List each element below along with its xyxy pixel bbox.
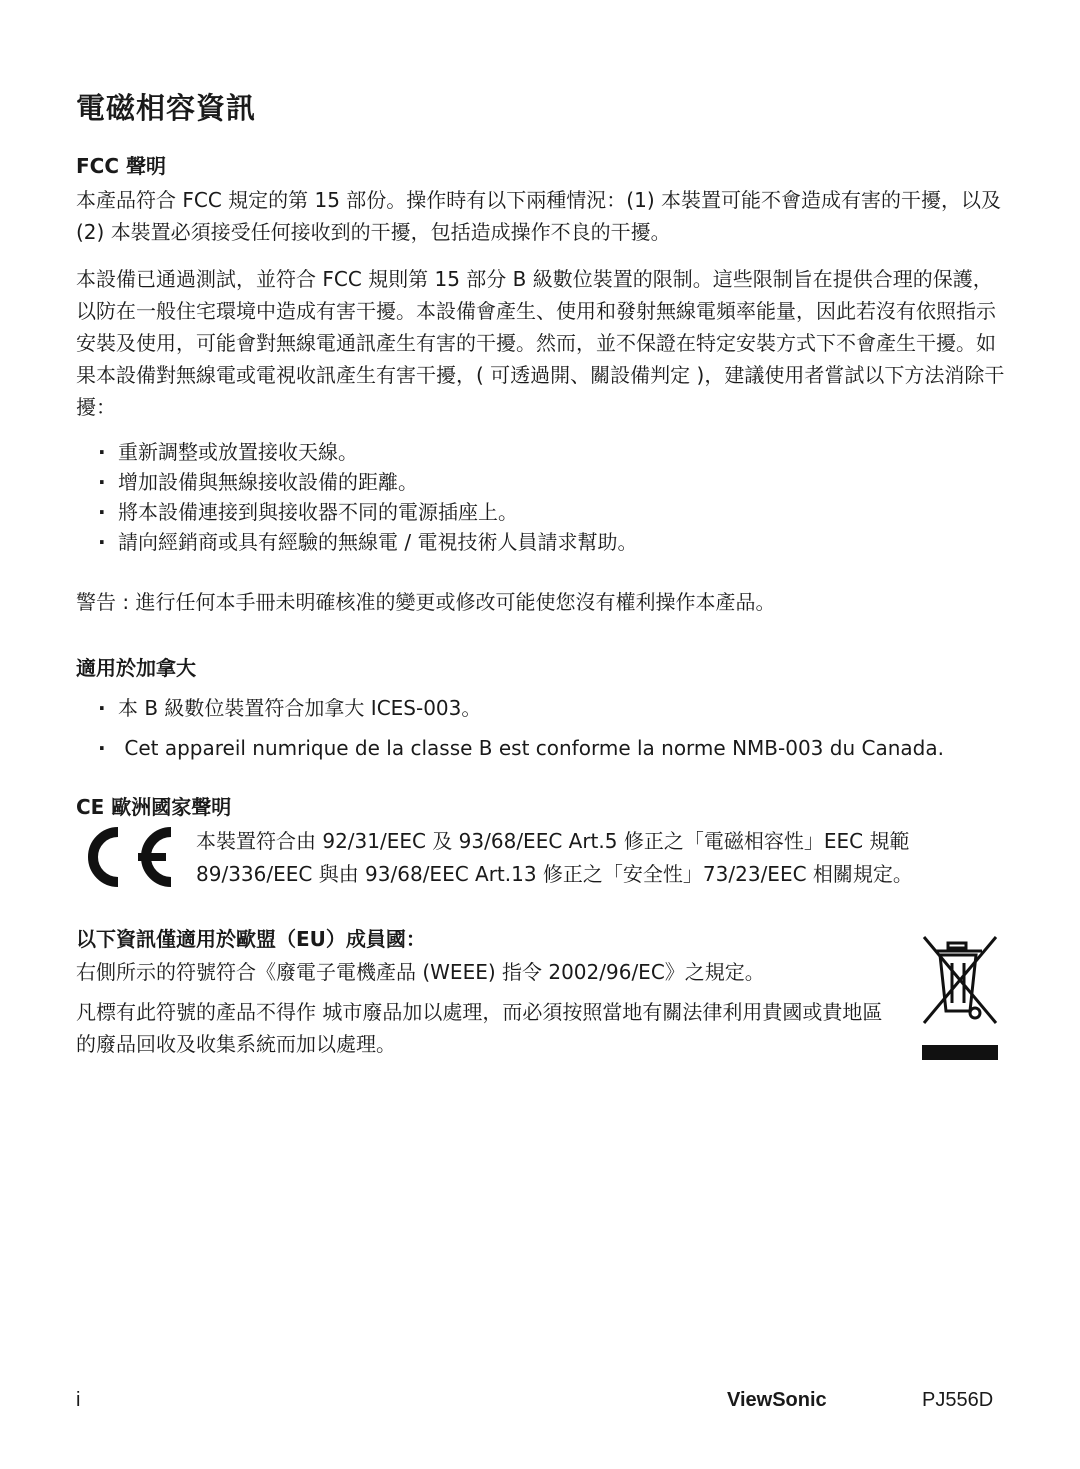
warning-text: : 進行任何本手冊未明確核准的變更或修改可能使您沒有權利操作本產品。 xyxy=(116,590,776,614)
canada-list xyxy=(98,688,944,768)
eu-heading: 以下資訊僅適用於歐盟（EU）成員國： xyxy=(76,927,426,951)
list-item: · 重新調整或放置接收天線。 xyxy=(98,437,637,467)
weee-crossed-bin-icon xyxy=(918,933,1002,1063)
list-item: · Cet appareil numrique de la classe B est conforme la norme NMB-003 du Canada. xyxy=(98,728,944,768)
fcc-paragraph-2: 本設備已通過測試，並符合 FCC 規則第 15 部分 B 級數位裝置的限制。這些限制旨在提供合理的保護，以防在一般住宅環境中造成有害干擾。本設備會產生、使用和發射無線電頻率能量，因此若沒有依照指示安裝及使用，可能會對無線電通訊產生有害的干擾。然而，並不保證在特定安裝方式下不會產生干擾。如果本設備對無線電或電視收訊產生有害干擾，( 可透過開、關設備判定 )，建議使用者嘗試以下方法消除干擾： xyxy=(76,267,1005,419)
model-number: PJ556D xyxy=(922,1389,994,1411)
fcc-measures-list xyxy=(98,437,637,557)
canada-heading: 適用於加拿大 xyxy=(76,656,196,680)
list-item: · 請向經銷商或具有經驗的無線電 / 電視技術人員請求幫助。 xyxy=(98,527,637,557)
fcc-paragraph-1: 本產品符合 FCC 規定的第 15 部份。操作時有以下兩種情況：(1) 本裝置可能不會造成有害的干擾，以及 (2) 本裝置必須接受任何接收到的干擾，包括造成操作不良的干擾。 xyxy=(76,188,1001,244)
list-item: · 本 B 級數位裝置符合加拿大 ICES-003。 xyxy=(98,688,944,728)
brand-name: ViewSonic xyxy=(727,1389,827,1411)
eu-paragraph-2: 凡標有此符號的產品不得作 城市廢品加以處理，而必須按照當地有關法律利用貴國或貴地區的廢品回收及收集系統而加以處理。 xyxy=(76,1000,883,1056)
warning-label: 警告 xyxy=(76,590,116,614)
fcc-warning xyxy=(76,586,1008,618)
list-item: · 增加設備與無線接收設備的距離。 xyxy=(98,467,637,497)
list-item: · 將本設備連接到與接收器不同的電源插座上。 xyxy=(98,497,637,527)
fcc-heading: FCC 聲明 xyxy=(76,154,166,178)
page-title: 電磁相容資訊 xyxy=(76,91,257,125)
ce-statement: 本裝置符合由 92/31/EEC 及 93/68/EEC Art.5 修正之「電磁相容性」EEC 規範 89/336/EEC 與由 93/68/EEC Art.13 修正之「安全性」73/23/EEC 相關規定。 xyxy=(196,829,913,886)
page-footer xyxy=(76,1389,1006,1419)
page-number: i xyxy=(76,1389,81,1411)
eu-paragraph-1: 右側所示的符號符合《廢電子電機產品 (WEEE) 指令 2002/96/EC》之規定。 xyxy=(76,960,765,984)
ce-heading: CE 歐洲國家聲明 xyxy=(76,795,232,819)
ce-mark-icon xyxy=(76,822,176,892)
